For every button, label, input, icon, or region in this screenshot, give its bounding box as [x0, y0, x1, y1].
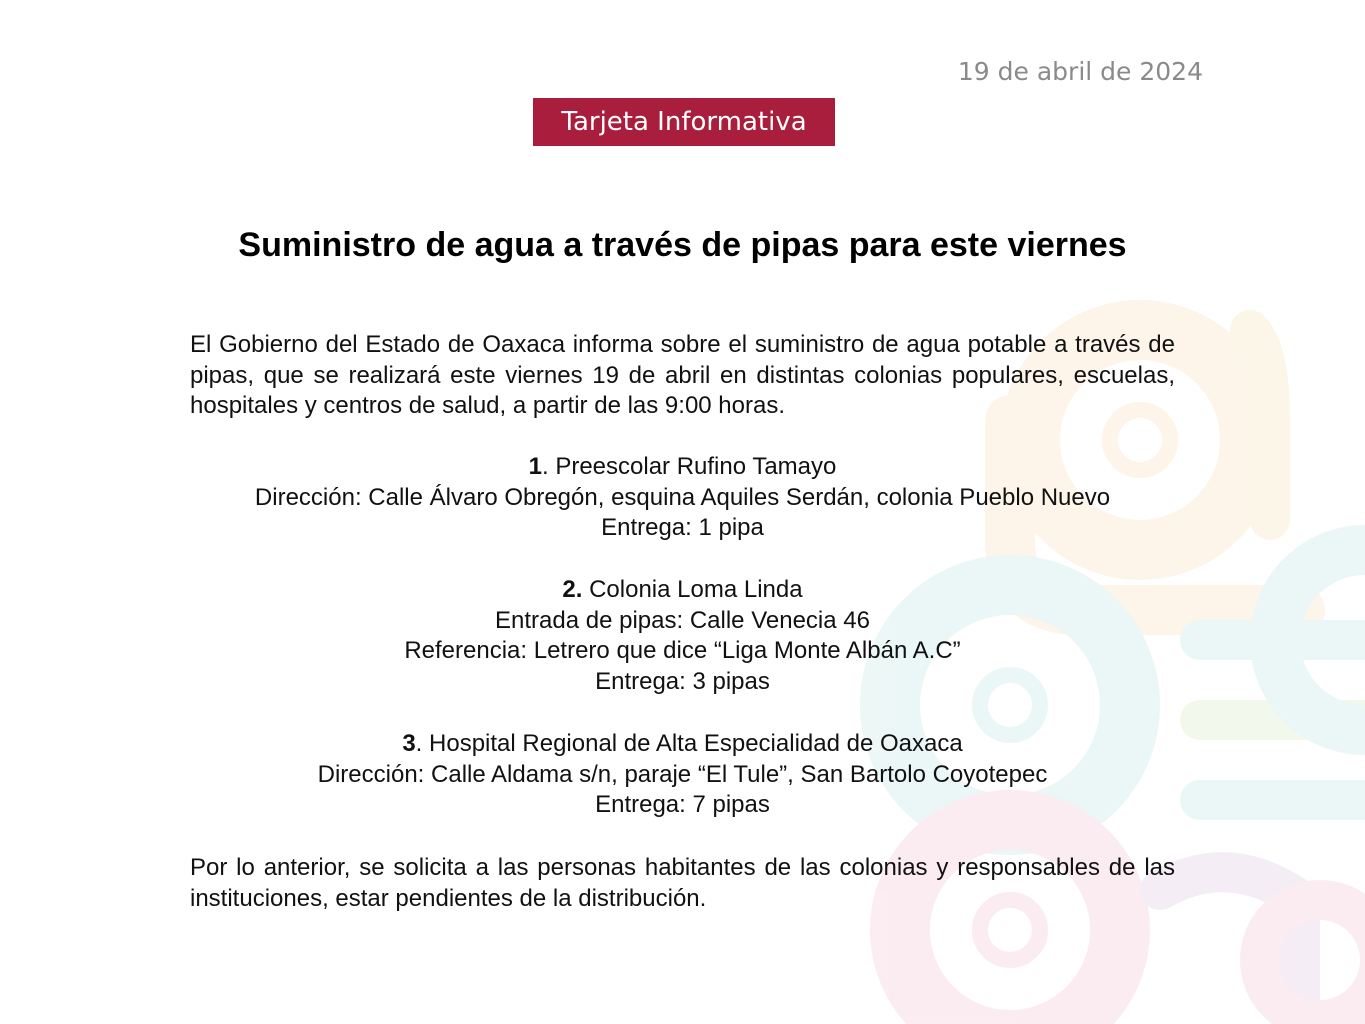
- location-delivery: Entrega: 7 pipas: [595, 791, 770, 819]
- location-name: . Preescolar Rufino Tamayo: [541, 453, 837, 480]
- location-number: 2.: [562, 576, 583, 603]
- closing-paragraph: Por lo anterior, se solicita a las personas habitantes de las colonias y responsables de las instituciones, estar pendientes de la distribución.: [190, 854, 1175, 912]
- location-entrance: Entrada de pipas: Calle Venecia 46: [495, 606, 870, 634]
- document-date: 19 de abril de 2024: [957, 57, 1203, 86]
- location-item-3: [0, 729, 1365, 821]
- location-reference: Referencia: Letrero que dice “Liga Monte Albán A.C”: [404, 637, 961, 665]
- location-item-2: [0, 575, 1365, 698]
- location-number: 3: [402, 730, 416, 757]
- location-name: . Hospital Regional de Alta Especialidad de Oaxaca: [415, 730, 963, 757]
- location-delivery: Entrega: 1 pipa: [601, 514, 764, 542]
- location-item-1: [0, 452, 1365, 544]
- location-name: Colonia Loma Linda: [582, 576, 803, 603]
- location-heading: [0, 575, 1365, 606]
- location-heading: [0, 729, 1365, 760]
- document-title: Suministro de agua a través de pipas para este viernes: [238, 226, 1127, 264]
- location-heading: [0, 452, 1365, 483]
- intro-paragraph: El Gobierno del Estado de Oaxaca informa sobre el suministro de agua potable a través de pipas, que se realizará este viernes 19 de abril en distintas colonias populares, escuelas, hospitales y centros de salud, a partir de las 9:00 horas.: [190, 331, 1175, 420]
- location-number: 1: [528, 453, 542, 480]
- location-delivery: Entrega: 3 pipas: [595, 668, 770, 696]
- location-address: Dirección: Calle Álvaro Obregón, esquina Aquiles Serdán, colonia Pueblo Nuevo: [254, 483, 1111, 511]
- location-address: Dirección: Calle Aldama s/n, paraje “El Tule”, San Bartolo Coyotepec: [317, 760, 1048, 788]
- tarjeta-informativa-badge: Tarjeta Informativa: [533, 98, 835, 146]
